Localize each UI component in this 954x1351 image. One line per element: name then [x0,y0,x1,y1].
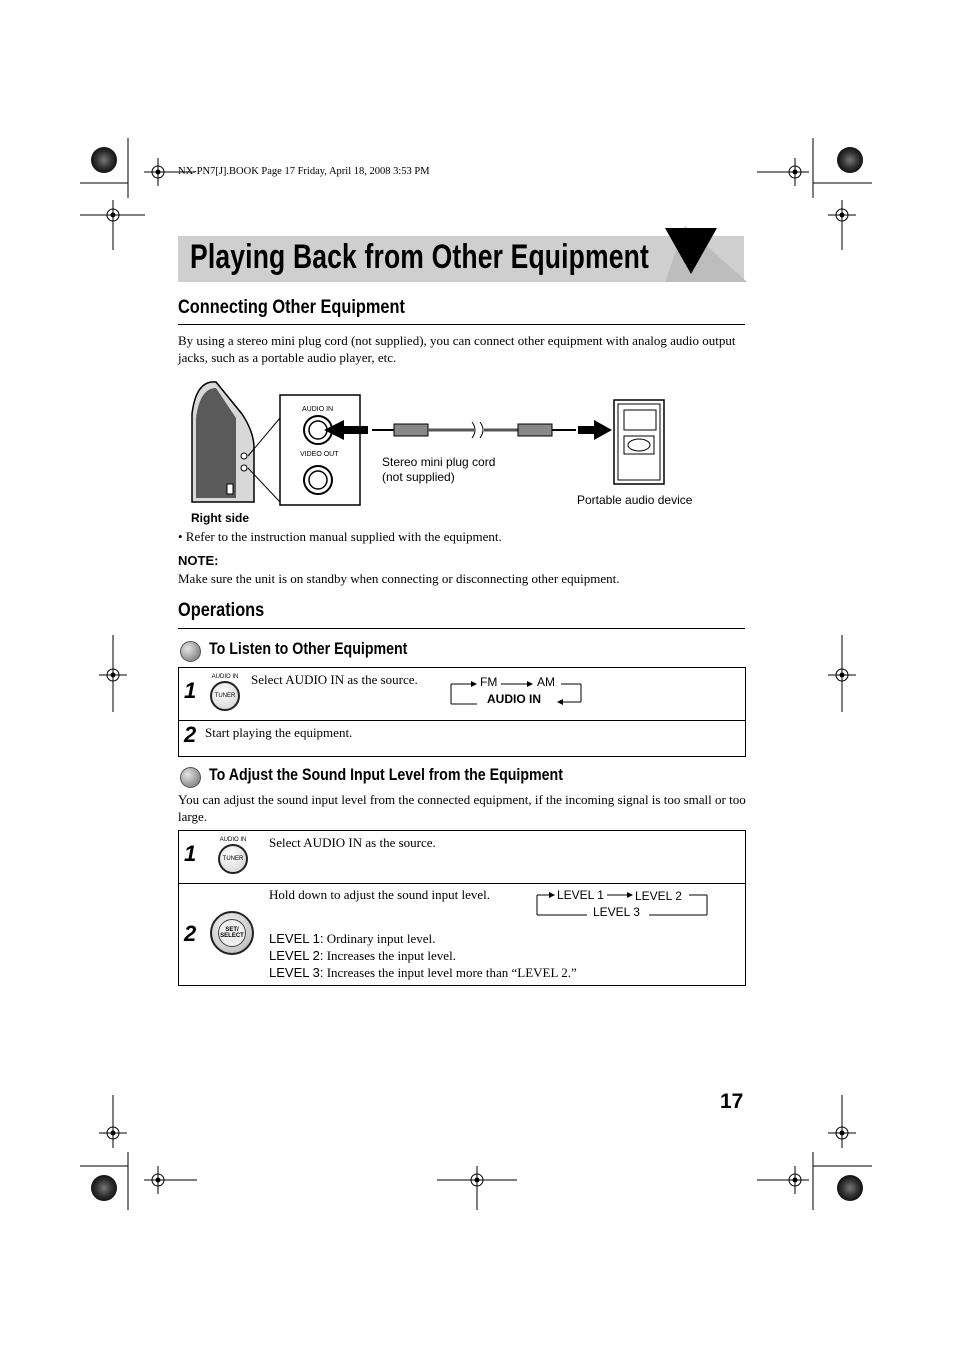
step2-text: Hold down to adjust the sound input level. [269,887,490,902]
section-heading-operations: Operations [178,600,265,621]
step-number: 2 [184,722,197,747]
step-number: 1 [184,841,197,866]
cord-label-line1: Stereo mini plug cord [382,455,496,469]
section-rule [178,628,745,629]
tuner-knob [218,844,248,874]
step1-text: Select AUDIO IN as the source. [269,835,436,850]
flow-fm: FM [480,675,498,689]
level-label: LEVEL 2: [269,948,324,963]
adjust-steps-box [178,830,746,986]
page-header: NX-PN7[J].BOOK Page 17 Friday, April 18, 2008 3:53 PM [178,166,430,177]
level-desc: Increases the input level. [323,948,456,963]
flow-am: AM [537,675,555,689]
level-label: LEVEL 3: [269,965,324,980]
adjust-intro: You can adjust the sound input level from the connected equipment, if the incoming signal is too small or too large. [178,792,746,824]
step-divider [179,720,745,721]
step2-text: Start playing the equipment. [205,725,353,740]
listen-steps-box [178,667,746,757]
level-desc: Increases the input level more than “LEVEL 2.” [323,965,577,980]
audio-in-tuner-button-icon [207,674,243,711]
button-top-label: AUDIO IN [219,837,247,843]
sub-heading-adjust: To Adjust the Sound Input Level from the Equipment [209,766,563,784]
audio-in-tuner-button-icon [215,837,251,874]
refer-bullet: • Refer to the instruction manual supplied with the equipment. [178,529,502,544]
level-desc: Ordinary input level. [323,931,436,946]
select-label: SELECT [220,933,244,939]
cord-label-line2: (not supplied) [382,470,455,484]
step1-text: Select AUDIO IN as the source. [251,672,418,687]
note-label: NOTE: [178,553,219,568]
step-number: 1 [184,678,197,703]
portable-device-label: Portable audio device [577,493,693,507]
level-item [269,930,435,947]
heading-bullet-icon [180,767,201,788]
flow-level1: LEVEL 1 [557,888,604,902]
level-label: LEVEL 1: [269,931,324,946]
flow-level2: LEVEL 2 [635,889,682,903]
set-select-button-icon [210,911,254,955]
title-triangle-icon [655,226,747,284]
page-title: Playing Back from Other Equipment [190,238,650,276]
step-divider [179,883,745,884]
button-top-label: AUDIO IN [211,674,239,680]
video-out-jack-label: VIDEO OUT [300,451,339,458]
tuner-knob [210,681,240,711]
audio-in-jack-label: AUDIO IN [302,406,334,413]
level-item [269,964,577,981]
sub-heading-listen: To Listen to Other Equipment [209,640,408,658]
heading-bullet-icon [180,641,201,662]
step-number: 2 [184,921,197,946]
right-side-label: Right side [191,511,250,525]
note-text: Make sure the unit is on standby when connecting or disconnecting other equipment. [178,571,620,586]
page-number: 17 [720,1090,744,1113]
flow-audio-in: AUDIO IN [487,692,541,706]
button-bottom-label: TUNER [214,693,236,699]
section-rule [178,324,745,325]
flow-level3: LEVEL 3 [593,905,640,919]
button-bottom-label: TUNER [222,856,244,862]
level-item [269,947,456,964]
section-heading-connecting: Connecting Other Equipment [178,297,405,318]
connecting-intro: By using a stereo mini plug cord (not supplied), you can connect other equipment with analog audio output jacks, such as a portable audio player, etc. [178,333,736,365]
set-label: SET/ [225,927,239,933]
